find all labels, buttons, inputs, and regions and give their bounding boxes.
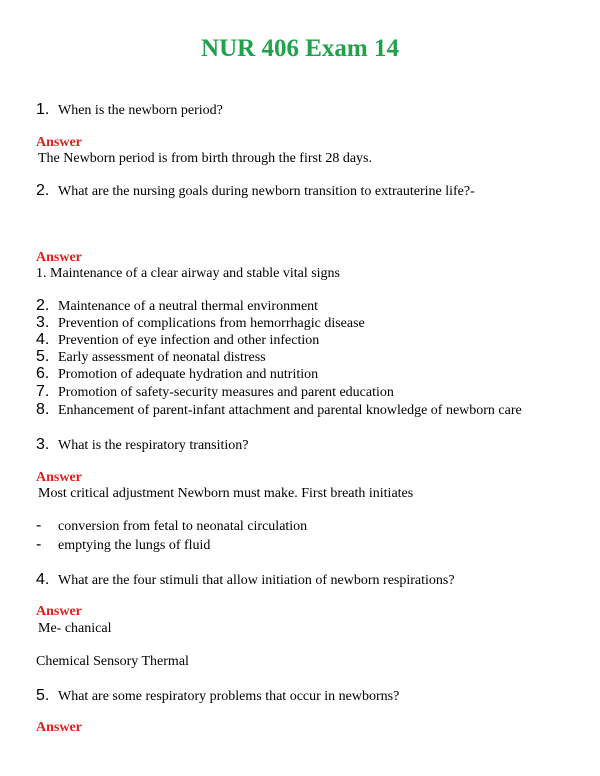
answer-2-first-item: 1. Maintenance of a clear airway and stable vital signs: [36, 266, 340, 281]
list-item-number: 8.: [36, 401, 50, 418]
document-title: NUR 406 Exam 14: [201, 35, 399, 62]
answer-1-label: Answer: [36, 135, 82, 150]
question-2-text: What are the nursing goals during newborn transition to extrauterine life?-: [58, 184, 475, 199]
question-1-text: When is the newborn period?: [58, 103, 223, 118]
question-3-number: 3.: [36, 436, 50, 453]
bullet-dash: -: [36, 517, 42, 534]
list-item-text: Promotion of safety-security measures and parent education: [58, 385, 394, 400]
list-item-text: Prevention of eye infection and other infection: [58, 333, 320, 348]
answer-1-text: The Newborn period is from birth through the first 28 days.: [38, 151, 372, 166]
bullet-text: conversion from fetal to neonatal circulation: [58, 519, 308, 534]
question-3-text: What is the respiratory transition?: [58, 438, 249, 453]
answer-4-line-2: Chemical Sensory Thermal: [36, 654, 189, 669]
list-item-number: 7.: [36, 383, 50, 400]
answer-3-text: Most critical adjustment Newborn must make. First breath initiates: [38, 486, 414, 501]
answer-2-label: Answer: [36, 250, 82, 265]
list-item-number: 5.: [36, 348, 50, 365]
bullet-dash: -: [36, 536, 42, 553]
list-item-text: Early assessment of neonatal distress: [58, 350, 266, 365]
answer-3-label: Answer: [36, 470, 82, 485]
list-item-number: 6.: [36, 365, 50, 382]
answer-4-line-1: Me- chanical: [38, 621, 112, 636]
answer-5-label: Answer: [36, 720, 82, 735]
question-4-number: 4.: [36, 571, 50, 588]
list-item-text: Prevention of complications from hemorrhagic disease: [58, 316, 365, 331]
bullet-text: emptying the lungs of fluid: [58, 538, 211, 553]
question-5-number: 5.: [36, 687, 50, 704]
list-item-text: Maintenance of a neutral thermal environment: [58, 299, 319, 314]
list-item-number: 2.: [36, 297, 50, 314]
question-2-number: 2.: [36, 182, 50, 199]
answer-4-label: Answer: [36, 604, 82, 619]
list-item-number: 3.: [36, 314, 50, 331]
list-item-text: Enhancement of parent-infant attachment and parental knowledge of newborn care: [58, 403, 522, 418]
question-4-text: What are the four stimuli that allow initiation of newborn respirations?: [58, 573, 455, 588]
list-item-text: Promotion of adequate hydration and nutrition: [58, 367, 319, 382]
question-1-number: 1.: [36, 101, 50, 118]
list-item-number: 4.: [36, 331, 50, 348]
question-5-text: What are some respiratory problems that occur in newborns?: [58, 689, 400, 704]
